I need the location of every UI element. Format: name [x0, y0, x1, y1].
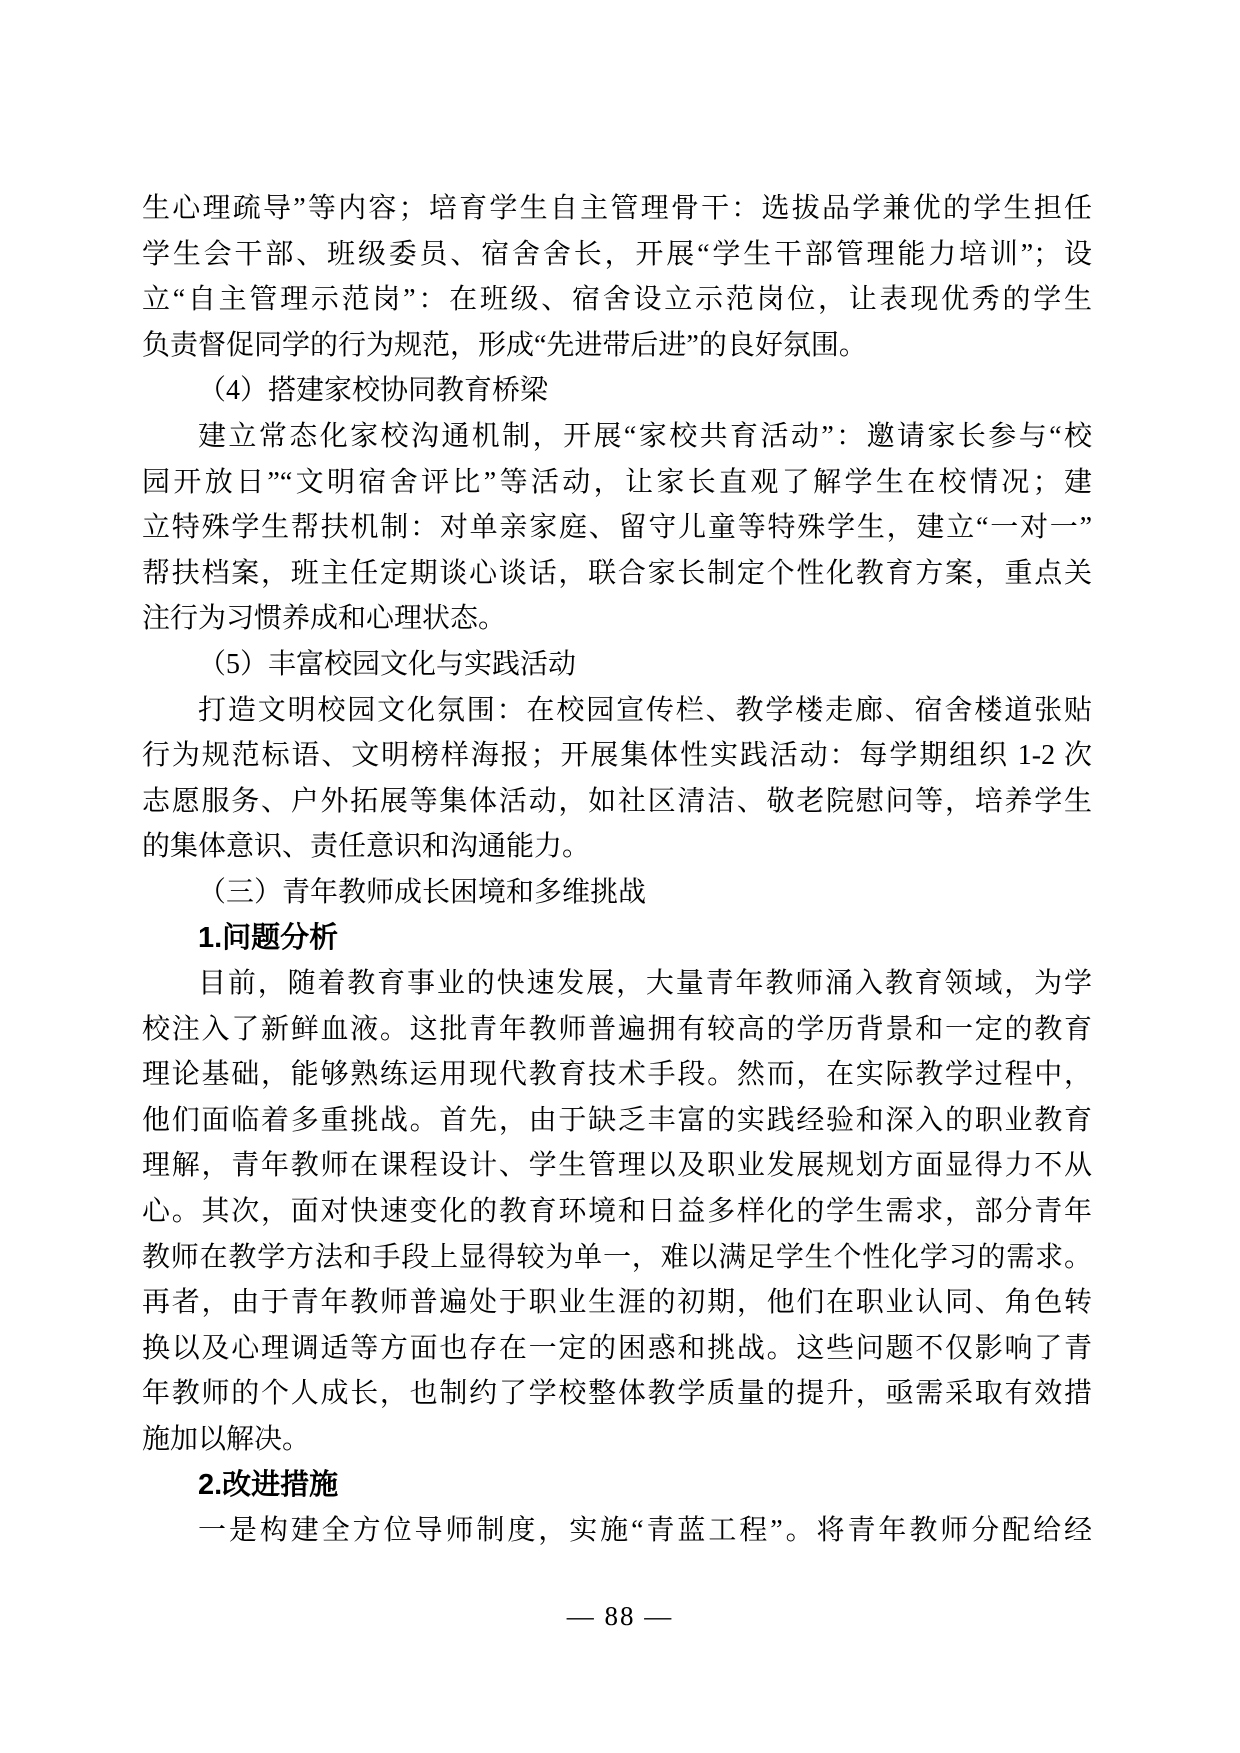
text-line: （4）搭建家校协同教育桥梁: [198, 375, 549, 407]
text-line: 志愿服务、户外拓展等集体活动，如社区清洁、敬老院慰问等，培养学生: [142, 785, 1092, 817]
text-line: 施加以解决。: [142, 1424, 311, 1456]
text-line: 校注入了新鲜血液。这批青年教师普遍拥有较高的学历背景和一定的教育: [142, 1013, 1092, 1045]
text-line: 1.问题分析: [198, 921, 339, 954]
text-line: 教师在教学方法和手段上显得较为单一，难以满足学生个性化学习的需求。: [142, 1241, 1092, 1273]
text-line: 注行为习惯养成和心理状态。: [142, 603, 507, 635]
text-line: 立特殊学生帮扶机制：对单亲家庭、留守儿童等特殊学生，建立“一对一”: [142, 512, 1092, 544]
text-line: 行为规范标语、文明榜样海报；开展集体性实践活动：每学期组织 1-2 次: [142, 740, 1092, 772]
page-footer: [0, 1601, 1240, 1632]
text-line: 再者，由于青年教师普遍处于职业生涯的初期，他们在职业认同、角色转: [142, 1287, 1092, 1319]
text-line: 帮扶档案，班主任定期谈心谈话，联合家长制定个性化教育方案，重点关: [142, 557, 1092, 589]
text-line: 打造文明校园文化氛围：在校园宣传栏、教学楼走廊、宿舍楼道张贴: [198, 694, 1092, 726]
text-line: 一是构建全方位导师制度，实施“青蓝工程”。将青年教师分配给经: [198, 1515, 1092, 1547]
text-line: 学生会干部、班级委员、宿舍舍长，开展“学生干部管理能力培训”；设: [142, 238, 1092, 270]
text-line: 年教师的个人成长，也制约了学校整体教学质量的提升，亟需采取有效措: [142, 1378, 1092, 1410]
text-line: 建立常态化家校沟通机制，开展“家校共育活动”：邀请家长参与“校: [198, 420, 1092, 452]
text-line: 目前，随着教育事业的快速发展，大量青年教师涌入教育领域，为学: [198, 968, 1092, 1000]
text-line: 心。其次，面对快速变化的教育环境和日益多样化的学生需求，部分青年: [142, 1196, 1092, 1228]
text-line: 理论基础，能够熟练运用现代教育技术手段。然而，在实际教学过程中，: [142, 1059, 1092, 1091]
text-line: 他们面临着多重挑战。首先，由于缺乏丰富的实践经验和深入的职业教育: [142, 1104, 1092, 1136]
text-line: （5）丰富校园文化与实践活动: [198, 648, 577, 680]
text-line: 负责督促同学的行为规范，形成“先进带后进”的良好氛围。: [142, 329, 867, 361]
text-block: [142, 186, 1092, 1554]
text-line: （三）青年教师成长困境和多维挑战: [198, 876, 647, 908]
text-line: 生心理疏导”等内容；培育学生自主管理骨干：选拔品学兼优的学生担任: [142, 193, 1092, 224]
text-line: 园开放日”“文明宿舍评比”等活动，让家长直观了解学生在校情况；建: [142, 466, 1092, 498]
text-line: 换以及心理调适等方面也存在一定的困惑和挑战。这些问题不仅影响了青: [142, 1332, 1092, 1364]
text-line: 理解，青年教师在课程设计、学生管理以及职业发展规划方面显得力不从: [142, 1150, 1092, 1182]
page-number: — 88 —: [566, 1601, 674, 1631]
text-line: 2.改进措施: [198, 1468, 339, 1501]
text-line: 的集体意识、责任意识和沟通能力。: [142, 831, 591, 863]
text-line: 立“自主管理示范岗”：在班级、宿舍设立示范岗位，让表现优秀的学生: [142, 284, 1092, 316]
